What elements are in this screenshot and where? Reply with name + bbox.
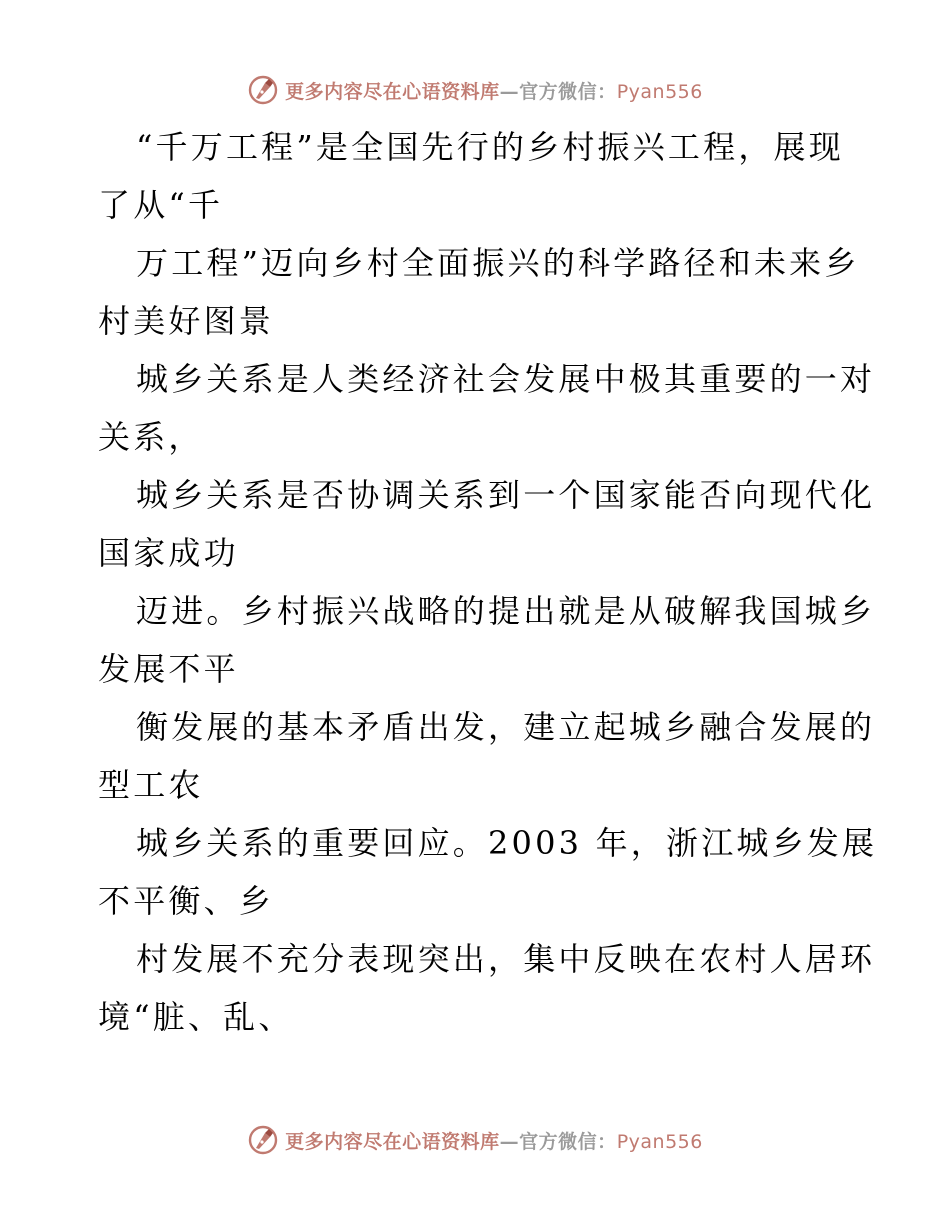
footer-wechat-label: 官方微信： (519, 1130, 617, 1153)
paragraph-6-line-2: 型工农 (98, 766, 204, 804)
paragraph-1-line-1: “千万工程”是全国先行的乡村振兴工程，展现 (136, 128, 844, 166)
banner-site-name: 更多内容尽在心语资料库 (285, 80, 500, 103)
paragraph-1-line-2: 了从“千 (98, 186, 224, 224)
footer-banner (0, 1120, 950, 1160)
footer-dash: — (499, 1130, 520, 1153)
footer-banner-inner (247, 1124, 703, 1156)
paragraph-4-line-1: 城乡关系是否协调关系到一个国家能否向现代化 (136, 476, 876, 514)
paragraph-2-line-2: 村美好图景 (98, 302, 275, 340)
paragraph-8-line-1: 村发展不充分表现突出，集中反映在农村人居环 (136, 940, 876, 978)
banner-text (285, 77, 703, 104)
paragraph-6-line-1: 衡发展的基本矛盾出发，建立起城乡融合发展的 (136, 708, 876, 746)
banner-wechat-id: Pyan556 (616, 80, 703, 103)
document-body (98, 118, 878, 1046)
paragraph-5-line-2: 发展不平 (98, 650, 239, 688)
paragraph-4-line-2: 国家成功 (98, 534, 239, 572)
paragraph-8-line-2: 境“脏、乱、 (98, 998, 294, 1036)
paragraph-2-line-1: 万工程”迈向乡村全面振兴的科学路径和未来乡 (136, 244, 860, 282)
footer-site-name: 更多内容尽在心语资料库 (285, 1130, 500, 1153)
banner-wechat-label: 官方微信： (519, 80, 617, 103)
paragraph-7-line-1: 城乡关系的重要回应。2003 年，浙江城乡发展 (136, 824, 878, 862)
pen-nib-logo-icon (247, 1124, 279, 1156)
banner-dash: — (499, 80, 520, 103)
paragraph-3-line-1: 城乡关系是人类经济社会发展中极其重要的一对 (136, 360, 876, 398)
banner-inner (247, 74, 703, 106)
paragraph-3-line-2: 关系， (98, 418, 204, 456)
paragraph-7-line-2: 不平衡、乡 (98, 882, 275, 920)
header-banner (0, 70, 950, 110)
footer-wechat-id: Pyan556 (616, 1130, 703, 1153)
pen-nib-logo-icon (247, 74, 279, 106)
footer-banner-text (285, 1127, 703, 1154)
paragraph-5-line-1: 迈进。乡村振兴战略的提出就是从破解我国城乡 (136, 592, 876, 630)
